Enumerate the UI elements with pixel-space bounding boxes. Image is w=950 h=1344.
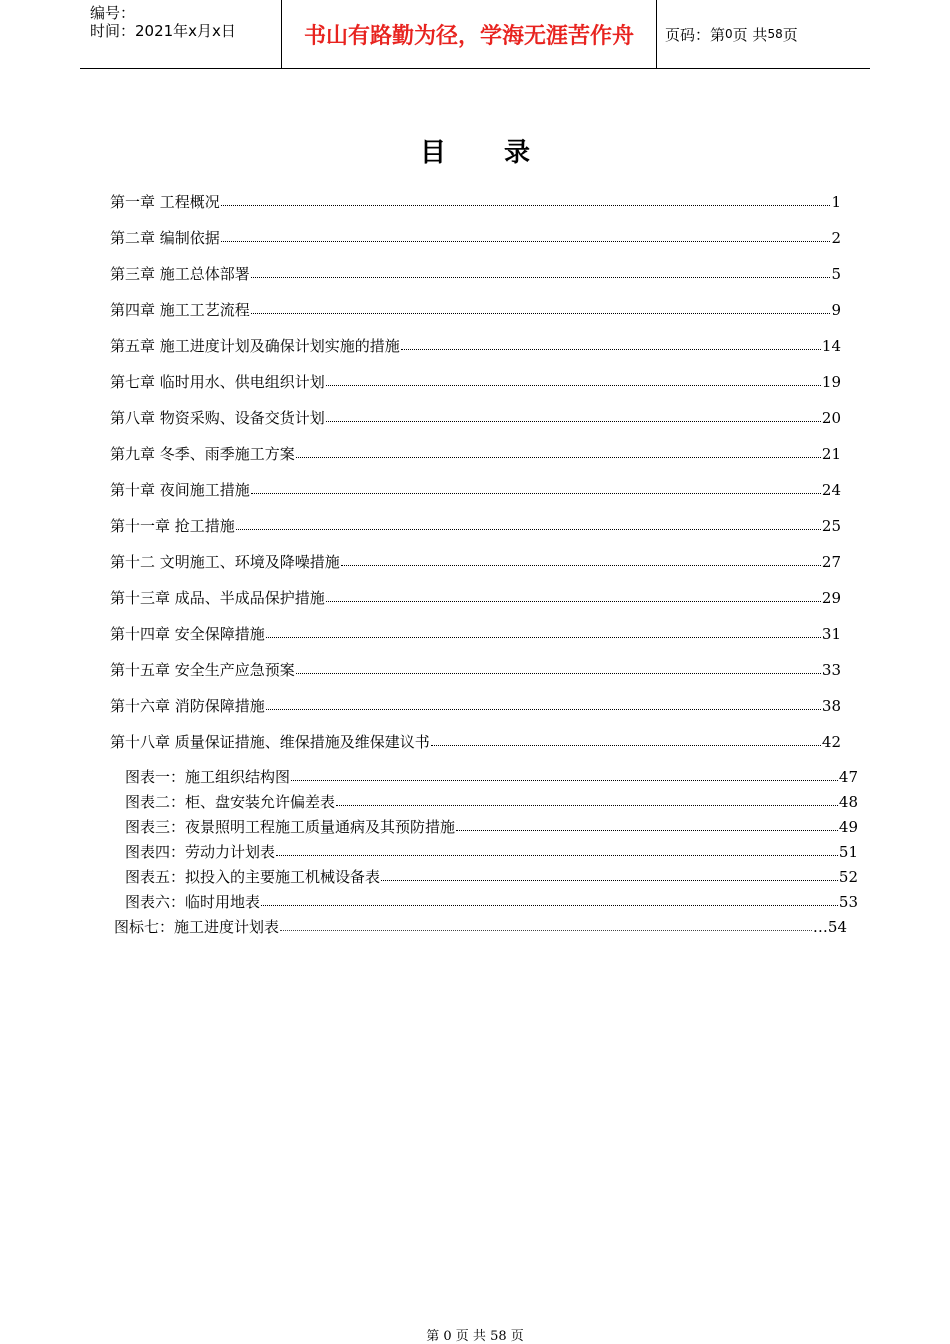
figure-entry-title: 图表一：施工组织结构图 (125, 768, 291, 786)
header-page-suffix: 页 (782, 25, 798, 44)
toc-entry[interactable] (110, 227, 841, 247)
dot-leader (276, 854, 838, 856)
dot-leader (296, 672, 821, 674)
toc-entry-page: 24 (821, 481, 841, 499)
figure-entry[interactable] (125, 766, 858, 786)
toc-entry[interactable] (110, 371, 841, 391)
toc-entry[interactable] (110, 443, 841, 463)
dot-leader (236, 528, 821, 530)
toc-entry-page: 1 (831, 193, 841, 211)
toc-entry-title: 第十二 文明施工、环境及降噪措施 (110, 553, 340, 571)
figure-entry-page: 48 (838, 793, 858, 811)
header-page-info (656, 0, 870, 68)
toc-entry-title: 第十章 夜间施工措施 (110, 481, 250, 499)
toc-entry[interactable] (110, 623, 841, 643)
page-footer (0, 1325, 950, 1344)
dot-leader (266, 708, 821, 710)
document-time-label: 时间：2021年x月x日 (90, 22, 236, 40)
header-left-cell (80, 0, 280, 68)
figure-entry-page: …54 (812, 918, 847, 936)
document-number-label: 编号： (90, 4, 136, 22)
dot-leader (401, 348, 821, 350)
toc-entry[interactable] (110, 551, 841, 571)
toc-entry-page: 31 (821, 625, 841, 643)
toc-entry-title: 第十四章 安全保障措施 (110, 625, 265, 643)
figure-entry-title: 图表四：劳动力计划表 (125, 843, 276, 861)
toc-entry-title: 第七章 临时用水、供电组织计划 (110, 373, 325, 391)
toc-entry-page: 9 (831, 301, 841, 319)
toc-entry-title: 第四章 施工工艺流程 (110, 301, 250, 319)
toc-entry-page: 5 (831, 265, 841, 283)
dot-leader (326, 420, 821, 422)
dot-leader (266, 636, 821, 638)
figure-entry-page: 47 (838, 768, 858, 786)
toc-entry[interactable] (110, 299, 841, 319)
toc-entry-title: 第十一章 抢工措施 (110, 517, 235, 535)
toc-entry-title: 第五章 施工进度计划及确保计划实施的措施 (110, 337, 400, 355)
toc-entry[interactable] (110, 515, 841, 535)
dot-leader (381, 879, 838, 881)
toc-entry-page: 33 (821, 661, 841, 679)
toc-entry-page: 21 (821, 445, 841, 463)
dot-leader (280, 929, 812, 931)
page-title (0, 132, 950, 169)
dot-leader (251, 276, 831, 278)
toc-entry-page: 42 (821, 733, 841, 751)
figure-entry[interactable] (125, 866, 858, 886)
figure-entry-page: 51 (838, 843, 858, 861)
toc-entry-page: 29 (821, 589, 841, 607)
toc-entry-title: 第十六章 消防保障措施 (110, 697, 265, 715)
title-char-1: 目 (419, 138, 446, 168)
figure-entry[interactable] (125, 816, 858, 836)
toc-entry[interactable] (110, 335, 841, 355)
figure-entry-page: 52 (838, 868, 858, 886)
dot-leader (221, 204, 831, 206)
toc-entry[interactable] (110, 659, 841, 679)
footer-prefix: 第 (426, 1329, 440, 1344)
figure-entry-page: 49 (838, 818, 858, 836)
figure-entry-title: 图表六：临时用地表 (125, 893, 261, 911)
figure-entry[interactable] (125, 891, 858, 911)
dot-leader (291, 779, 838, 781)
dot-leader (261, 904, 838, 906)
dot-leader (296, 456, 821, 458)
toc-entry-title: 第十三章 成品、半成品保护措施 (110, 589, 325, 607)
figure-entry-page: 53 (838, 893, 858, 911)
page-header (80, 0, 870, 69)
toc-entry-title: 第十八章 质量保证措施、维保措施及维保建议书 (110, 733, 430, 751)
dot-leader (456, 829, 838, 831)
toc-entry[interactable] (110, 407, 841, 427)
header-page-middle: 页 共 (732, 25, 768, 44)
dot-leader (221, 240, 831, 242)
dot-leader (251, 312, 831, 314)
toc-entry[interactable] (110, 731, 841, 751)
toc-entry-title: 第八章 物资采购、设备交货计划 (110, 409, 325, 427)
toc-entry-title: 第二章 编制依据 (110, 229, 220, 247)
toc-entry[interactable] (110, 263, 841, 283)
dot-leader (336, 804, 838, 806)
figure-entry-title: 图表三：夜景照明工程施工质量通病及其预防措施 (125, 818, 456, 836)
toc-entry[interactable] (110, 587, 841, 607)
toc-entry-page: 25 (821, 517, 841, 535)
footer-total-pages: 58 (490, 1329, 507, 1344)
toc-entry-page: 20 (821, 409, 841, 427)
header-page-prefix: 页码：第 (665, 25, 726, 44)
dot-leader (431, 744, 821, 746)
figure-entry[interactable] (125, 841, 858, 861)
dot-leader (341, 564, 821, 566)
toc-entry-page: 19 (821, 373, 841, 391)
dot-leader (326, 384, 821, 386)
header-page-current: 0 (725, 27, 733, 41)
toc-entry-page: 14 (821, 337, 841, 355)
toc-entry[interactable] (110, 695, 841, 715)
toc-entry[interactable] (110, 191, 841, 211)
figure-entry-title: 图表二：柜、盘安装允许偏差表 (125, 793, 336, 811)
figure-entry-title: 图标七：施工进度计划表 (114, 918, 280, 936)
toc-entry-title: 第三章 施工总体部署 (110, 265, 250, 283)
toc-entry-title: 第九章 冬季、雨季施工方案 (110, 445, 295, 463)
toc-entry-page: 38 (821, 697, 841, 715)
toc-entry-title: 第一章 工程概况 (110, 193, 220, 211)
footer-current-page: 0 (443, 1329, 452, 1344)
header-motto: 书山有路勤为径，学海无涯苦作舟 (281, 0, 657, 68)
dot-leader (251, 492, 821, 494)
figure-entry[interactable] (125, 791, 858, 811)
figure-entry-title: 图表五：拟投入的主要施工机械设备表 (125, 868, 381, 886)
toc-entry-title: 第十五章 安全生产应急预案 (110, 661, 295, 679)
footer-suffix: 页 (510, 1329, 524, 1344)
toc-entry-page: 27 (821, 553, 841, 571)
toc-entry[interactable] (110, 479, 841, 499)
footer-middle: 页 共 (455, 1329, 486, 1344)
dot-leader (326, 600, 821, 602)
title-char-2: 录 (504, 138, 531, 168)
figure-entry[interactable] (114, 916, 847, 936)
header-page-total: 58 (767, 27, 783, 41)
toc-entry-page: 2 (831, 229, 841, 247)
